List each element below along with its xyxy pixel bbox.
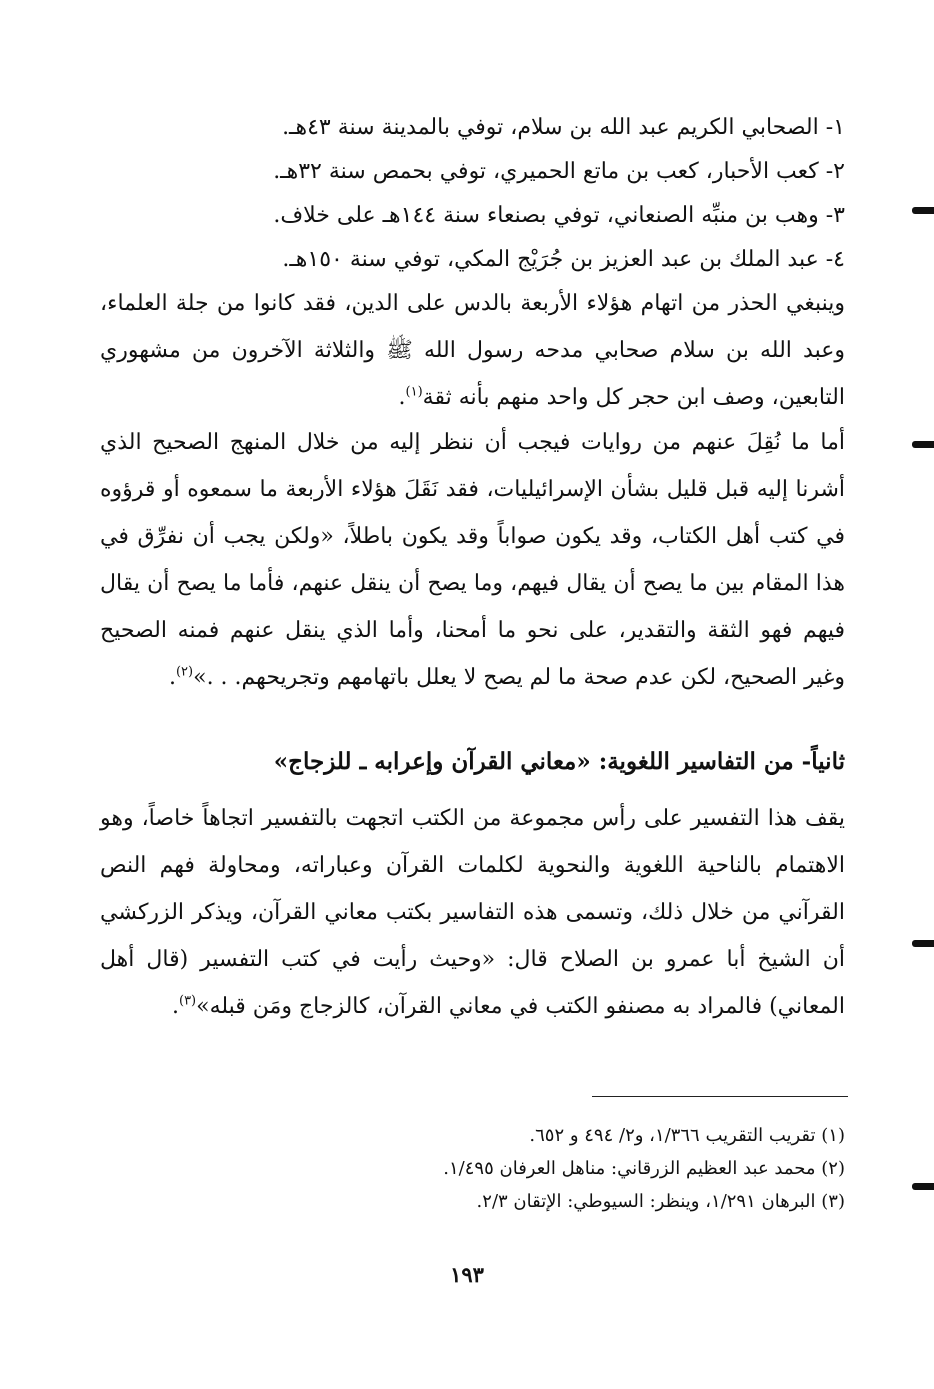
paragraph-linguistic-tafsir	[100, 795, 845, 1030]
footnote: (٣) البرهان ١/٢٩١، وينظر: السيوطي: الإتقان ٢/٣.	[476, 1191, 845, 1212]
paragraph-caution	[100, 280, 845, 421]
footnote: (٢) محمد عبد العظيم الزرقاني: مناهل العرفان ١/٤٩٥.	[443, 1158, 845, 1179]
footnote-divider	[592, 1096, 848, 1097]
footnote-ref: (٣)	[178, 993, 197, 1009]
paragraph-text: أما ما نُقِلَ عنهم من روايات فيجب أن ننظر إليه من خلال المنهج الصحيح الذي أشرنا إليه قبل قليل بشأن الإسرائيليات، فقد نَقَلَ هؤلاء الأربعة ما سمعوه أو قرؤوه في كتب أهل الكتاب، وقد يكون صواباً وقد يكون باطلاً، «ولكن يجب أن نفرِّق في هذا المقام بين ما يصح أن يقال فيهم، وما يصح أن ينقل عنهم، فأما ما يصح أن يقال فيهم فهو الثقة والتقدير، على نحو ما أمحنا، وأما الذي ينقل عنهم فمنه الصحيح وغير الصحيح، لكن عدم صحة ما لم يصح لا يعلل باتهامهم وتجريحهم. . .»	[100, 430, 845, 690]
list-item: ٢- كعب الأحبار، كعب بن ماتع الحميري، توفي بحمص سنة ٣٢هـ.	[273, 159, 845, 184]
list-item: ٤- عبد الملك بن عبد العزيز بن جُرَيْج المكي، توفي سنة ١٥٠هـ.	[282, 247, 845, 272]
footnote-ref: (٢)	[175, 664, 194, 680]
paragraph-end: .	[398, 385, 406, 410]
footnote-ref: (١)	[405, 384, 423, 400]
paragraph-text: وينبغي الحذر من اتهام هؤلاء الأربعة بالدس على الدين، فقد كانوا من جلة العلماء، وعبد الله بن سلام صحابي مدحه رسول الله ﷺ والثلاثة الآخرون من مشهوري التابعين، وصف ابن حجر كل واحد منهم بأنه ثقة	[100, 291, 845, 410]
section-heading: ثانياً- من التفاسير اللغوية: «معاني القرآن وإعرابه ـ للزجاج»	[273, 748, 845, 775]
paragraph-text: يقف هذا التفسير على رأس مجموعة من الكتب اتجهت بالتفسير اتجاهاً خاصاً، وهو الاهتمام بالناحية اللغوية والنحوية لكلمات القرآن وعباراته، ومحاولة فهم النص القرآني من خلال ذلك، وتسمى هذه التفاسير بكتب معاني القرآن، ويذكر الزركشي أن الشيخ أبا عمرو بن الصلاح قال: «وحيث رأيت في كتب التفسير (قال أهل المعاني) فالمراد به مصنفو الكتب في معاني القرآن، كالزجاج ومَن قبله»	[100, 806, 845, 1019]
paragraph-end: .	[171, 994, 179, 1019]
scan-edge-mark	[912, 441, 934, 448]
narrators-list	[185, 106, 845, 282]
paragraph-end: .	[168, 665, 176, 690]
scan-edge-mark	[912, 207, 934, 214]
scan-edge-mark	[912, 1183, 934, 1190]
footnote: (١) تقريب التقريب ١/٣٦٦، و٢/ ٤٩٤ و ٦٥٢.	[529, 1125, 845, 1146]
list-item: ٣- وهب بن منبِّه الصنعاني، توفي بصنعاء سنة ١٤٤هـ على خلاف.	[273, 203, 845, 228]
scan-edge-mark	[912, 940, 934, 947]
footnotes	[185, 1119, 845, 1218]
list-item: ١- الصحابي الكريم عبد الله بن سلام، توفي بالمدينة سنة ٤٣هـ.	[282, 115, 845, 140]
paragraph-narrations	[100, 419, 845, 701]
page-number: ١٩٣	[450, 1262, 484, 1287]
